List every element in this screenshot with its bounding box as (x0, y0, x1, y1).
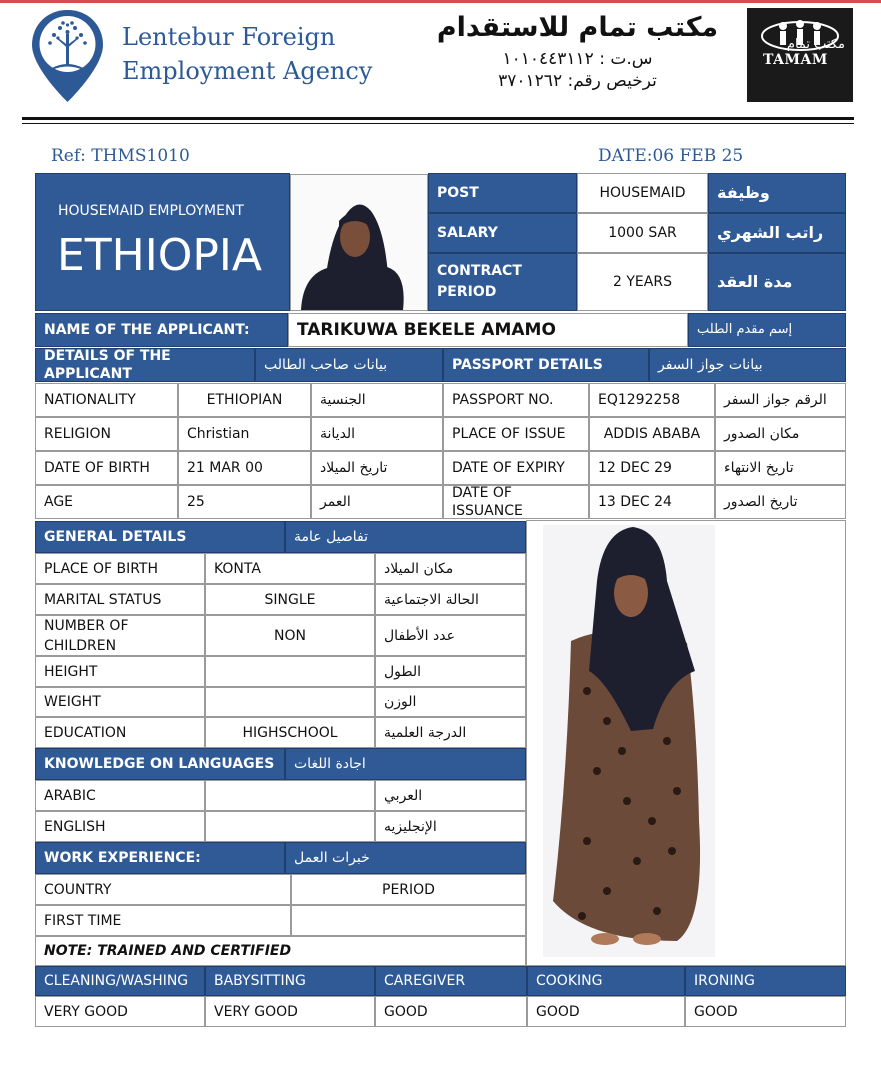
passport-header-arabic: بيانات جواز السفر (649, 348, 846, 382)
nationality-label: NATIONALITY (35, 383, 178, 417)
header-divider (22, 117, 854, 120)
date-of-birth-arabic: تاريخ الميلاد (311, 451, 443, 485)
arabic-office-title: مكتب تمام للاستقدام (436, 12, 719, 43)
place-of-birth-value: KONTA (205, 553, 375, 584)
passport-number-arabic: الرقم جواز السفر (715, 383, 846, 417)
header-divider-thin (22, 123, 854, 124)
place-of-issue-label: PLACE OF ISSUE (443, 417, 589, 451)
religion-label: RELIGION (35, 417, 178, 451)
date-of-issuance-arabic: تاريخ الصدور (715, 485, 846, 519)
agency-name-line1: Lentebur Foreign (122, 23, 336, 51)
post-value: HOUSEMAID (577, 173, 708, 213)
tamam-logo-arabic: مكتب تمام (786, 37, 845, 52)
agency-name-line2: Employment Agency (122, 57, 373, 85)
arabic-language-arabic: العربي (375, 780, 526, 811)
details-header-arabic: بيانات صاحب الطالب (255, 348, 443, 382)
applicant-name-value: TARIKUWA BEKELE AMAMO (288, 313, 688, 347)
english-language-arabic: الإنجليزيه (375, 811, 526, 842)
arabic-license: ترخيص رقم: ٣٧٠١٢٦٢ (498, 71, 657, 91)
general-details-header: GENERAL DETAILS (35, 521, 285, 553)
marital-status-arabic: الحالة الاجتماعية (375, 584, 526, 615)
skill-babysitting-label: BABYSITTING (205, 966, 375, 996)
contract-period-label: CONTRACT PERIOD (428, 253, 577, 311)
height-label: HEIGHT (35, 656, 205, 687)
skill-cleaning-value: VERY GOOD (35, 996, 205, 1027)
height-value (205, 656, 375, 687)
age-value: 25 (178, 485, 311, 519)
contract-period-value: 2 YEARS (577, 253, 708, 311)
passport-number-value: EQ1292258 (589, 383, 715, 417)
work-first-time: FIRST TIME (35, 905, 291, 936)
skill-ironing-value: GOOD (685, 996, 846, 1027)
date-of-expiry-value: 12 DEC 29 (589, 451, 715, 485)
number-of-children-arabic: عدد الأطفال (375, 615, 526, 656)
skill-cooking-value: GOOD (527, 996, 685, 1027)
number-of-children-value: NON (205, 615, 375, 656)
english-language-label: ENGLISH (35, 811, 205, 842)
tamam-logo-text: TAMAM (763, 52, 828, 68)
applicant-full-body-icon (527, 521, 845, 965)
date-of-issuance-value: 13 DEC 24 (589, 485, 715, 519)
place-of-birth-arabic: مكان الميلاد (375, 553, 526, 584)
skill-caregiver-value: GOOD (375, 996, 527, 1027)
age-arabic: العمر (311, 485, 443, 519)
skill-caregiver-label: CAREGIVER (375, 966, 527, 996)
marital-status-label: MARITAL STATUS (35, 584, 205, 615)
applicant-name-label: NAME OF THE APPLICANT: (35, 313, 288, 347)
languages-header-arabic: اجادة اللغات (285, 748, 526, 780)
place-of-birth-label: PLACE OF BIRTH (35, 553, 205, 584)
post-arabic: وظيفة (708, 173, 846, 213)
work-first-time-period (291, 905, 526, 936)
reference-number: Ref: THMS1010 (51, 146, 190, 166)
applicant-photo-small (290, 174, 428, 311)
weight-label: WEIGHT (35, 687, 205, 717)
weight-arabic: الوزن (375, 687, 526, 717)
arabic-registration: س.ت : ١٠١٠٤٤٣١١٢ (502, 49, 653, 69)
applicant-photo-full (526, 520, 846, 966)
salary-arabic: راتب الشهري (708, 213, 846, 253)
education-label: EDUCATION (35, 717, 205, 748)
tree-pin-logo-icon (30, 8, 105, 104)
details-header: DETAILS OF THE APPLICANT (35, 348, 255, 382)
title-box-country: ETHIOPIA (57, 230, 262, 281)
place-of-issue-value: ADDIS ABABA (589, 417, 715, 451)
education-arabic: الدرجة العلمية (375, 717, 526, 748)
arabic-office-block (420, 8, 735, 92)
date-of-expiry-arabic: تاريخ الانتهاء (715, 451, 846, 485)
arabic-language-label: ARABIC (35, 780, 205, 811)
passport-number-label: PASSPORT NO. (443, 383, 589, 417)
general-details-arabic: تفاصيل عامة (285, 521, 526, 553)
salary-label: SALARY (428, 213, 577, 253)
age-label: AGE (35, 485, 178, 519)
title-box-subtitle: HOUSEMAID EMPLOYMENT (58, 203, 244, 219)
applicant-portrait-icon (291, 175, 427, 310)
date-of-expiry-label: DATE OF EXPIRY (443, 451, 589, 485)
place-of-issue-arabic: مكان الصدور (715, 417, 846, 451)
languages-header: KNOWLEDGE ON LANGUAGES (35, 748, 285, 780)
work-experience-header: WORK EXPERIENCE: (35, 842, 285, 874)
religion-arabic: الديانة (311, 417, 443, 451)
work-period-label: PERIOD (291, 874, 526, 905)
agency-name (122, 20, 372, 88)
passport-header: PASSPORT DETAILS (443, 348, 649, 382)
arabic-language-value (205, 780, 375, 811)
work-experience-arabic: خبرات العمل (285, 842, 526, 874)
date-of-birth-value: 21 MAR 00 (178, 451, 311, 485)
trained-note: NOTE: TRAINED AND CERTIFIED (35, 936, 526, 966)
work-country-label: COUNTRY (35, 874, 291, 905)
skill-cooking-label: COOKING (527, 966, 685, 996)
marital-status-value: SINGLE (205, 584, 375, 615)
date-of-birth-label: DATE OF BIRTH (35, 451, 178, 485)
salary-value: 1000 SAR (577, 213, 708, 253)
post-label: POST (428, 173, 577, 213)
english-language-value (205, 811, 375, 842)
skill-cleaning-label: CLEANING/WASHING (35, 966, 205, 996)
contract-period-arabic: مدة العقد (708, 253, 846, 311)
education-value: HIGHSCHOOL (205, 717, 375, 748)
nationality-arabic: الجنسية (311, 383, 443, 417)
applicant-name-arabic: إسم مقدم الطلب (688, 313, 846, 347)
tamam-logo (747, 8, 853, 102)
skill-babysitting-value: VERY GOOD (205, 996, 375, 1027)
skill-ironing-label: IRONING (685, 966, 846, 996)
weight-value (205, 687, 375, 717)
height-arabic: الطول (375, 656, 526, 687)
nationality-value: ETHIOPIAN (178, 383, 311, 417)
title-box (35, 173, 290, 311)
document-date: DATE:06 FEB 25 (598, 146, 744, 166)
date-of-issuance-label: DATE OF ISSUANCE (443, 485, 589, 519)
number-of-children-label: NUMBER OF CHILDREN (35, 615, 205, 656)
religion-value: Christian (178, 417, 311, 451)
top-accent-line (0, 0, 881, 3)
